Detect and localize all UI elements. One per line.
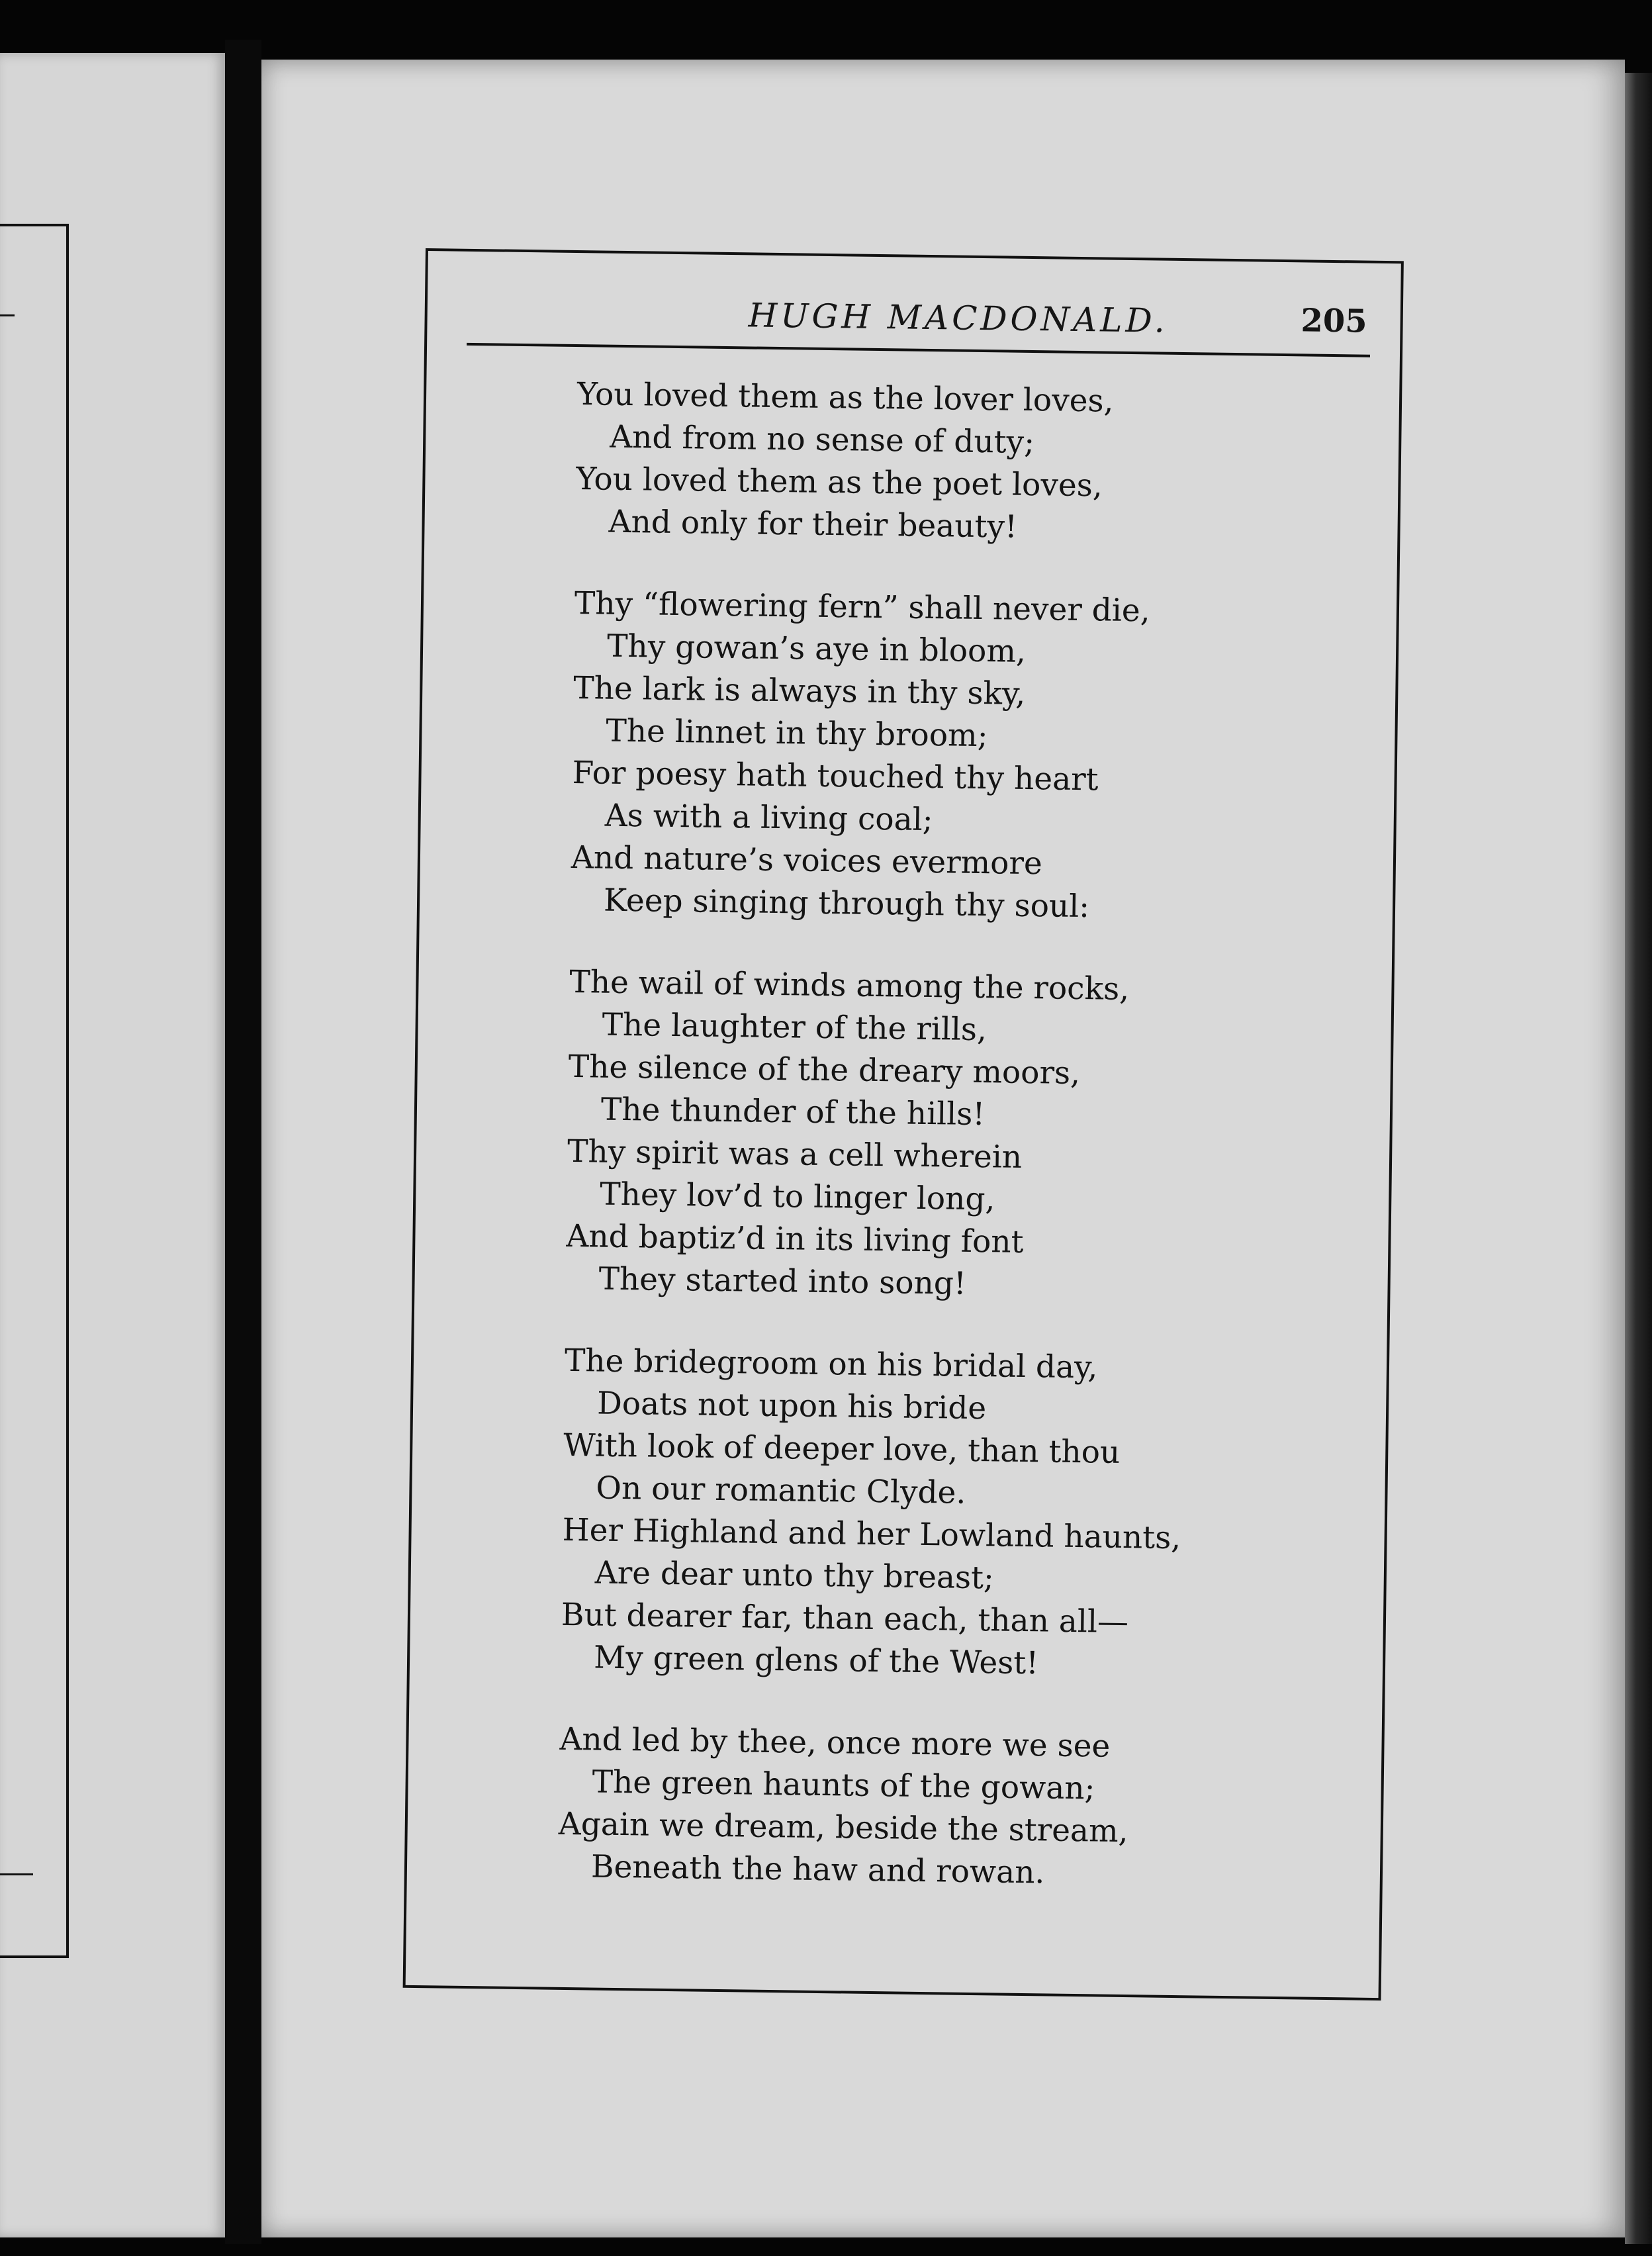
page-edge <box>1625 73 1652 2244</box>
poem-line: The green haunts of the gowan; <box>592 1763 1095 1807</box>
poem-line: Doats not upon his bride <box>596 1385 987 1427</box>
poem-line: For poesy hath touched thy heart <box>572 754 1099 798</box>
stanza <box>575 373 1338 553</box>
stanza <box>571 583 1336 931</box>
poem-line: Are dear unto thy breast; <box>594 1554 995 1597</box>
poem-line: And nature’s voices evermore <box>571 839 1043 882</box>
previous-page-rule <box>0 314 15 316</box>
book-page <box>261 60 1625 2237</box>
poem-line: The silence of the dreary moors, <box>568 1048 1081 1092</box>
poem-line: The laughter of the rills, <box>602 1006 987 1049</box>
poem-line: And from no sense of duty; <box>609 418 1035 461</box>
stanza <box>561 1340 1326 1689</box>
poem-line: You loved them as the poet loves, <box>576 461 1103 504</box>
page-frame <box>403 248 1404 2000</box>
previous-page <box>0 53 225 2237</box>
poem-line: The lark is always in thy sky, <box>573 669 1026 712</box>
poem-line: The wail of winds among the rocks, <box>569 963 1130 1008</box>
poem-line: They started into song! <box>598 1260 967 1302</box>
poem-line: And led by thee, once more we see <box>559 1720 1111 1765</box>
poem-line: Thy spirit was a cell wherein <box>567 1133 1023 1176</box>
poem-line: Beneath the haw and rowan. <box>590 1848 1045 1891</box>
poem-line: Her Highland and her Lowland haunts, <box>562 1511 1181 1557</box>
poem-line: As with a living coal; <box>604 797 933 839</box>
page-number: 205 <box>1301 302 1368 340</box>
poem-line: With look of deeper love, than thou <box>563 1427 1121 1471</box>
previous-page-frame <box>0 224 69 1958</box>
poem-line: You loved them as the lover loves, <box>576 376 1114 420</box>
poem <box>557 373 1339 1938</box>
poem-line: They lov’d to linger long, <box>599 1176 995 1218</box>
poem-line: And baptiz’d in its living font <box>566 1217 1024 1260</box>
poem-line: Keep singing through thy soul: <box>603 882 1090 925</box>
poem-line: The linnet in thy broom; <box>606 712 988 755</box>
poem-line: My green glens of the West! <box>593 1639 1039 1682</box>
poem-line: The thunder of the hills! <box>600 1091 986 1133</box>
stanza <box>565 961 1331 1310</box>
running-title: HUGH MACDONALD. <box>748 296 1169 340</box>
poem-line: And only for their beauty! <box>608 503 1018 545</box>
poem-line: The bridegroom on his bridal day, <box>564 1342 1098 1386</box>
stanza <box>558 1718 1321 1898</box>
poem-line: On our romantic Clyde. <box>596 1470 966 1511</box>
book-gutter <box>225 40 261 2244</box>
poem-line: But dearer far, than each, than all— <box>561 1596 1129 1641</box>
previous-page-rule <box>0 1873 33 1875</box>
poem-line: Thy gowan’s aye in bloom, <box>606 628 1027 670</box>
running-head <box>467 293 1367 351</box>
poem-line: Again we dream, beside the stream, <box>558 1805 1128 1850</box>
poem-line: Thy “flowering fern” shall never die, <box>574 585 1150 630</box>
